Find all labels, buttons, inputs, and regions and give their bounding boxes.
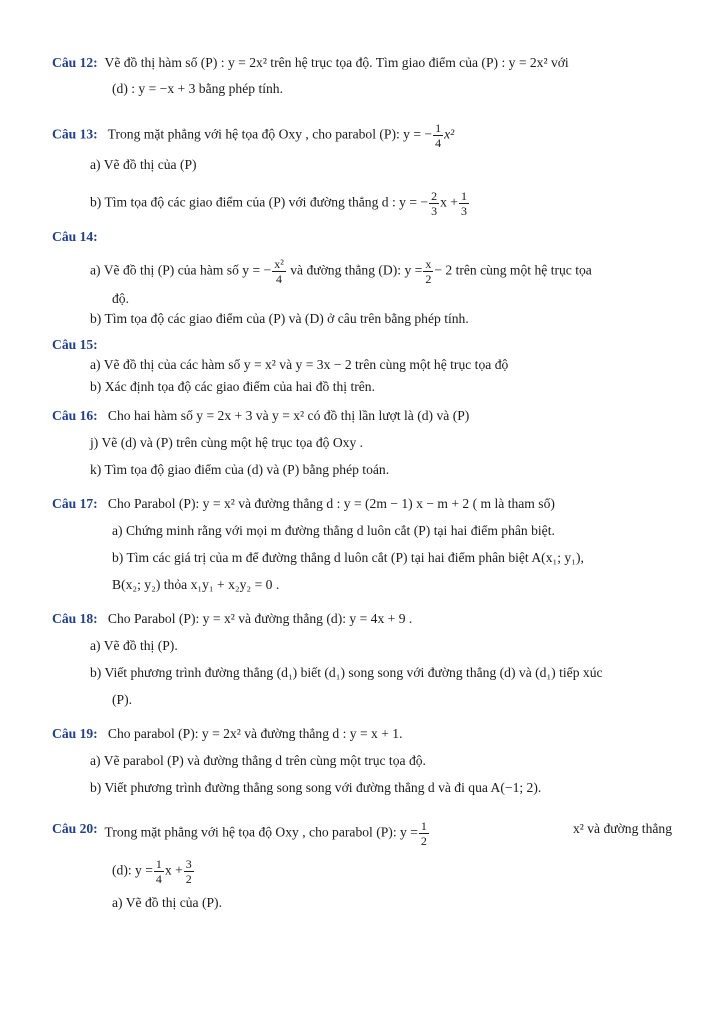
q17-part-b: b) Tìm các giá trị của m để đường thẳng d luôn cắt (P) tại hai điểm phân biệt A(x₁; y₁),: [112, 550, 584, 565]
q18-part-b-cont: (P).: [112, 692, 133, 707]
fraction: $\frac{1}{4}$: [155, 857, 162, 886]
q15-part-a: a) Vẽ đồ thị của các hàm số y = x² và y = 3x − 2 trên cùng một hệ trục tọa độ: [90, 357, 509, 372]
q16-line-1: [52, 407, 469, 425]
q13-line-1: Câu 13: Trong mặt phẳng với hệ tọa độ Oxy , cho parabol (P): y = − $\frac{1}{4}$ x²: [52, 121, 455, 150]
q17-line-1: [52, 495, 555, 513]
question-label: Câu 15:: [52, 337, 98, 352]
question-text: Cho Parabol (P): y = x² và đường thẳng (d): y = 4x + 9 .: [107, 611, 413, 626]
question-label: Câu 13:: [52, 126, 98, 142]
q20-part-a: a) Vẽ đồ thị của (P).: [112, 895, 222, 910]
question-label: Câu 16:: [52, 408, 98, 423]
q18-part-b: b) Viết phương trình đường thẳng (d₁) biết (d₁) song song với đường thẳng (d) và (d₁) tiếp xúc: [90, 665, 603, 680]
q12-line-1: [52, 54, 672, 72]
q19-part-b: b) Viết phương trình đường thẳng song song với đường thẳng d và đi qua A(−1; 2).: [90, 780, 542, 795]
q16-part-j: j) Vẽ (d) và (P) trên cùng một hệ trục tọa độ Oxy .: [90, 435, 364, 450]
question-label: Câu 12:: [52, 55, 98, 70]
q13-part-b: b) Tìm tọa độ các giao điểm của (P) với đường thẳng d : y = − $\frac{2}{3}$ x + $\frac{1}{3}$: [90, 189, 467, 218]
q14-part-a: a) Vẽ đồ thị (P) của hàm số y = − $\frac{\text{x²}}{4}$ và đường thẳng (D): y = $\frac{x}{2}$ − 2 trên cùng một hệ trục tọa: [90, 257, 592, 286]
q18-line-1: [52, 610, 412, 628]
question-text: Cho parabol (P): y = 2x² và đường thẳng d : y = x + 1.: [107, 726, 403, 741]
fraction: $\frac{2}{3}$: [431, 189, 438, 218]
q20-line-1: Câu 20: Trong mặt phẳng với hệ tọa độ Oxy , cho parabol (P): y = $\frac{1}{2}$ x² và đường thẳng: [52, 819, 672, 848]
fraction: $\frac{1}{3}$: [460, 189, 467, 218]
fraction: $\frac{1}{2}$: [420, 819, 427, 848]
q19-part-a: a) Vẽ parabol (P) và đường thẳng d trên cùng một trục tọa độ.: [90, 753, 426, 768]
question-label: Câu 17:: [52, 496, 98, 511]
q20-line-2: (d): y = $\frac{1}{4}$ x + $\frac{3}{2}$: [112, 857, 192, 886]
q17-part-a: a) Chứng minh rằng với mọi m đường thẳng d luôn cắt (P) tại hai điểm phân biệt.: [112, 523, 555, 538]
q17-part-b-cont: B(x₂; y₂) thỏa x₁y₁ + x₂y₂ = 0 .: [112, 577, 280, 592]
fraction: $\frac{1}{4}$: [435, 121, 442, 150]
q14-part-b: b) Tìm tọa độ các giao điểm của (P) và (D) ở câu trên bằng phép tính.: [90, 311, 469, 326]
q13-part-a: a) Vẽ đồ thị của (P): [90, 157, 197, 172]
question-label: Câu 20:: [52, 821, 98, 836]
question-text: Cho hai hàm số y = 2x + 3 và y = x² có đồ thị lần lượt là (d) và (P): [107, 408, 470, 423]
q19-line-1: [52, 725, 403, 743]
q16-part-k: k) Tìm tọa độ giao điểm của (d) và (P) bằng phép toán.: [90, 462, 390, 477]
question-text: Cho Parabol (P): y = x² và đường thẳng d : y = (2m − 1) x − m + 2 ( m là tham số): [107, 496, 555, 511]
question-label: Câu 14:: [52, 229, 98, 244]
fraction: $\frac{3}{2}$: [185, 857, 192, 886]
question-text: Vẽ đồ thị hàm số (P) : y = 2x² trên hệ trục tọa độ. Tìm giao điểm của (P) : y = 2x² với: [104, 55, 569, 70]
q15-part-b: b) Xác định tọa độ các giao điểm của hai đồ thị trên.: [90, 379, 375, 394]
q12-line-2: (d) : y = −x + 3 bằng phép tính.: [112, 81, 283, 96]
question-label: Câu 19:: [52, 726, 98, 741]
question-label: Câu 18:: [52, 611, 98, 626]
q14-part-a-cont: độ.: [112, 291, 129, 306]
fraction: $\frac{\text{x²}}{4}$: [274, 257, 284, 286]
q18-part-a: a) Vẽ đồ thị (P).: [90, 638, 178, 653]
question-text: Trong mặt phẳng với hệ tọa độ Oxy , cho parabol (P): y = −: [107, 126, 433, 142]
fraction: $\frac{x}{2}$: [425, 257, 432, 286]
